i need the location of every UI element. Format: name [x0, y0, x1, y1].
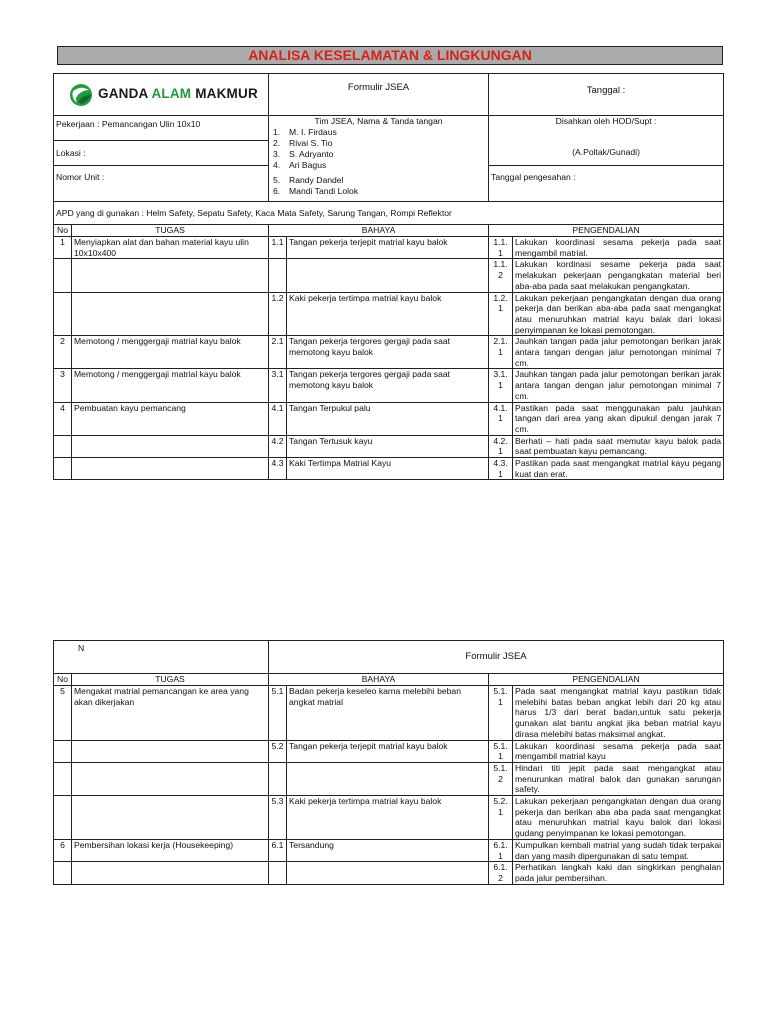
- row-number: 1: [54, 237, 72, 259]
- pengendalian-cell: Berhati – hati pada saat memutar kayu balok pada saat pembuatan kayu pemancang.: [513, 435, 724, 457]
- team-member: 6. Mandi Tandi Lolok: [273, 185, 359, 196]
- tugas-cell: [72, 458, 269, 480]
- team-member: 1. M. I. Firdaus: [273, 126, 337, 137]
- table-row: [54, 369, 724, 402]
- approver-name: (A.Poltak/Gunadi): [572, 146, 640, 157]
- bahaya-number: [269, 762, 287, 795]
- row-number: 4: [54, 402, 72, 435]
- bahaya-number: 4.1: [269, 402, 287, 435]
- bahaya-number: 2.1: [269, 336, 287, 369]
- tugas-cell: [72, 862, 269, 884]
- row-number: [54, 740, 72, 762]
- pengendalian-number: 5.1. 2: [489, 762, 513, 795]
- bahaya-number: 5.1: [269, 686, 287, 741]
- tugas-cell: [72, 796, 269, 840]
- pengendalian-cell: Jauhkan tangan pada jalur pemotongan berikan jarak antara tangan dengan jalur pemotongan minimal 7 cm.: [513, 336, 724, 369]
- bahaya-cell: Tangan Tertusuk kayu: [287, 435, 489, 457]
- row-number: 5: [54, 686, 72, 741]
- bahaya-cell: Tangan pekerja tergores gergaji pada saat memotong kayu balok: [287, 369, 489, 402]
- pengendalian-number: 4.3. 1: [489, 458, 513, 480]
- jsea-form-table-2: [53, 640, 724, 885]
- jsea-form-table-1: [53, 73, 724, 480]
- page-title: ANALISA KESELAMATAN & LINGKUNGAN: [57, 46, 723, 65]
- table-row: [54, 435, 724, 457]
- table-row: [54, 686, 724, 741]
- row-number: [54, 796, 72, 840]
- table-row: [54, 292, 724, 336]
- bahaya-number: [269, 259, 287, 292]
- bahaya-number: 1.1: [269, 237, 287, 259]
- pengendalian-cell: Lakukan pekerjaan pengangkatan dengan dua orang pekerja dan berikan aba-aba pada saat mengangkat atau menuruhkan matrial kayu balak dari lokasi penyimpanan ke lokasi pemotongan.: [513, 292, 724, 336]
- table-row: [54, 839, 724, 861]
- pengendalian-cell: Pastikan pada saat menggunakan palu jauhkan tangan dari area yang akan dipukul dengan jarak 7 cm.: [513, 402, 724, 435]
- col-header-pengendalian: PENGENDALIAN: [489, 674, 724, 686]
- pengendalian-cell: Kumpulkan kembali matrial yang sudah tidak terpakai dan yang masih dipergunakan di satu tempat.: [513, 839, 724, 861]
- col-header-no: No: [54, 225, 72, 237]
- tugas-cell: Mengakat matrial pemancangan ke area yang akan dikerjakan: [72, 686, 269, 741]
- col-header-bahaya: BAHAYA: [269, 674, 489, 686]
- table-row: [54, 862, 724, 884]
- pengendalian-number: 1.1. 1: [489, 237, 513, 259]
- bahaya-cell: Tangan pekerja tergores gergaji pada saat memotong kayu balok: [287, 336, 489, 369]
- row-number: [54, 862, 72, 884]
- bahaya-cell: Badan pekerja keseleo karna melebihi beban angkat matrial: [287, 686, 489, 741]
- tugas-cell: [72, 292, 269, 336]
- bahaya-number: 3.1: [269, 369, 287, 402]
- tugas-cell: [72, 259, 269, 292]
- bahaya-cell: [287, 259, 489, 292]
- pengendalian-number: 1.1. 2: [489, 259, 513, 292]
- pengendalian-cell: Jauhkan tangan pada jalur pemotongan berikan jarak antara tangan dengan jalur pemotongan minimal 7 cm.: [513, 369, 724, 402]
- bahaya-cell: [287, 862, 489, 884]
- pengendalian-cell: Pada saat mengangkat matrial kayu pastikan tidak melebihi batas beban angkat lebih dari 20 kg atau harus 1/3 dari berat badan,untuk satu pekerja gunakan alat bantu angkat jika beban matrial kayu dirasa melebihi batas maksimal angkat.: [513, 686, 724, 741]
- pengendalian-cell: Lakukan koordinasi sesama pekerja pada saat mengambil matrial kayu: [513, 740, 724, 762]
- approval-cell: [489, 116, 724, 166]
- tugas-cell: [72, 762, 269, 795]
- row-number: [54, 435, 72, 457]
- pengendalian-number: 4.2. 1: [489, 435, 513, 457]
- pengendalian-cell: Hindari titi jepit pada saat mengangkat atau menurunkan matiral balok dan gunakan sarungan safety.: [513, 762, 724, 795]
- col-header-tugas: TUGAS: [72, 674, 269, 686]
- approval-label: Disahkan oleh HOD/Supt :: [555, 116, 657, 126]
- bahaya-cell: [287, 762, 489, 795]
- table-1-body: [54, 237, 724, 480]
- bahaya-number: 4.2: [269, 435, 287, 457]
- pengendalian-cell: Lakukan kordinasi sesame pekerja pada saat melakukan pekerjaan pengangkatan material beri aba-aba pada saat melakukan pengangkatan.: [513, 259, 724, 292]
- team-member: 3. S. Adryanto: [273, 148, 334, 159]
- tugas-cell: Memotong / menggergaji matrial kayu balok: [72, 369, 269, 402]
- date-field: Tanggal :: [489, 74, 724, 116]
- pengendalian-number: 6.1. 2: [489, 862, 513, 884]
- bahaya-cell: Kaki pekerja tertimpa matrial kayu balok: [287, 796, 489, 840]
- bahaya-cell: Kaki Tertimpa Matrial Kayu: [287, 458, 489, 480]
- tugas-cell: [72, 435, 269, 457]
- globe-swoosh-icon: [68, 82, 94, 108]
- bahaya-number: [269, 862, 287, 884]
- bahaya-cell: Tangan pekerja terjepit matrial kayu balok: [287, 237, 489, 259]
- apd-field: APD yang di gunakan : Helm Safety, Sepatu Safety, Kaca Mata Safety, Sarung Tangan, Rompi Reflektor: [54, 202, 724, 225]
- pengendalian-number: 6.1. 1: [489, 839, 513, 861]
- tugas-cell: Memotong / menggergaji matrial kayu balok: [72, 336, 269, 369]
- lokasi-field: Lokasi :: [54, 141, 269, 166]
- col-header-pengendalian: PENGENDALIAN: [489, 225, 724, 237]
- row-number: 2: [54, 336, 72, 369]
- team-cell: [269, 116, 489, 202]
- pekerjaan-field: Pekerjaan : Pemancangan Ulin 10x10: [54, 116, 269, 141]
- col-header-tugas: TUGAS: [72, 225, 269, 237]
- pengendalian-cell: Pastikan pada saat mengangkat matrial kayu pegang kuat dan erat.: [513, 458, 724, 480]
- pengendalian-number: 4.1. 1: [489, 402, 513, 435]
- company-logo: [54, 74, 269, 116]
- pengendalian-cell: Perhatikan langkah kaki dan singkirkan penghalan pada jalur pembersihan.: [513, 862, 724, 884]
- bahaya-cell: Tangan Terpukul palu: [287, 402, 489, 435]
- table-row: [54, 458, 724, 480]
- bahaya-cell: Kaki pekerja tertimpa matrial kayu balok: [287, 292, 489, 336]
- company-name: GANDA ALAM MAKMUR: [98, 86, 258, 102]
- pengendalian-number: 1.2. 1: [489, 292, 513, 336]
- team-label: Tim JSEA, Nama & Tanda tangan: [314, 116, 443, 126]
- row-number: 3: [54, 369, 72, 402]
- form-type: Formulir JSEA: [269, 74, 489, 116]
- row-number: 6: [54, 839, 72, 861]
- tugas-cell: Pembersihan lokasi kerja (Housekeeping): [72, 839, 269, 861]
- team-member: 5. Randy Dandel: [273, 174, 344, 185]
- form-type-2: Formulir JSEA: [269, 641, 724, 674]
- pengendalian-number: 3.1. 1: [489, 369, 513, 402]
- bahaya-number: 5.3: [269, 796, 287, 840]
- team-member: 4. Ari Bagus: [273, 159, 327, 170]
- bahaya-number: 5.2: [269, 740, 287, 762]
- pengendalian-number: 5.1. 1: [489, 686, 513, 741]
- table-row: [54, 402, 724, 435]
- col-header-no: No: [54, 674, 72, 686]
- n-cell: N: [54, 641, 269, 674]
- row-number: [54, 458, 72, 480]
- table-row: [54, 336, 724, 369]
- col-header-bahaya: BAHAYA: [269, 225, 489, 237]
- table-2-body: [54, 686, 724, 885]
- pengendalian-number: 5.2. 1: [489, 796, 513, 840]
- table-row: [54, 740, 724, 762]
- row-number: [54, 292, 72, 336]
- table-row: [54, 762, 724, 795]
- pengendalian-cell: Lakukan pekerjaan pengangkatan dengan dua orang pekerja dan berikan aba aba pada saat mengangkat atau menuruhkan matrial kayu balok dari lokasi gudang penyimpanan ke lokasi pemotongan.: [513, 796, 724, 840]
- tugas-cell: Pembuatan kayu pemancang: [72, 402, 269, 435]
- bahaya-number: 6.1: [269, 839, 287, 861]
- tanggal-pengesahan-field: Tanggal pengesahan :: [489, 166, 724, 202]
- bahaya-number: 1.2: [269, 292, 287, 336]
- table-row: [54, 796, 724, 840]
- tugas-cell: Menyiapkan alat dan bahan material kayu ulin 10x10x400: [72, 237, 269, 259]
- team-list: [271, 127, 486, 197]
- bahaya-number: 4.3: [269, 458, 287, 480]
- row-number: [54, 762, 72, 795]
- table-row: [54, 259, 724, 292]
- table-row: [54, 237, 724, 259]
- team-member: 2. Rivai S. Tio: [273, 137, 333, 148]
- pengendalian-number: 2.1. 1: [489, 336, 513, 369]
- pengendalian-cell: Lakukan koordinasi sesama pekerja pada saat mengambil matrial.: [513, 237, 724, 259]
- bahaya-cell: Tangan pekerja terjepit matrial kayu balok: [287, 740, 489, 762]
- tugas-cell: [72, 740, 269, 762]
- bahaya-cell: Tersandung: [287, 839, 489, 861]
- nomor-unit-field: Nomor Unit :: [54, 166, 269, 202]
- pengendalian-number: 5.1. 1: [489, 740, 513, 762]
- row-number: [54, 259, 72, 292]
